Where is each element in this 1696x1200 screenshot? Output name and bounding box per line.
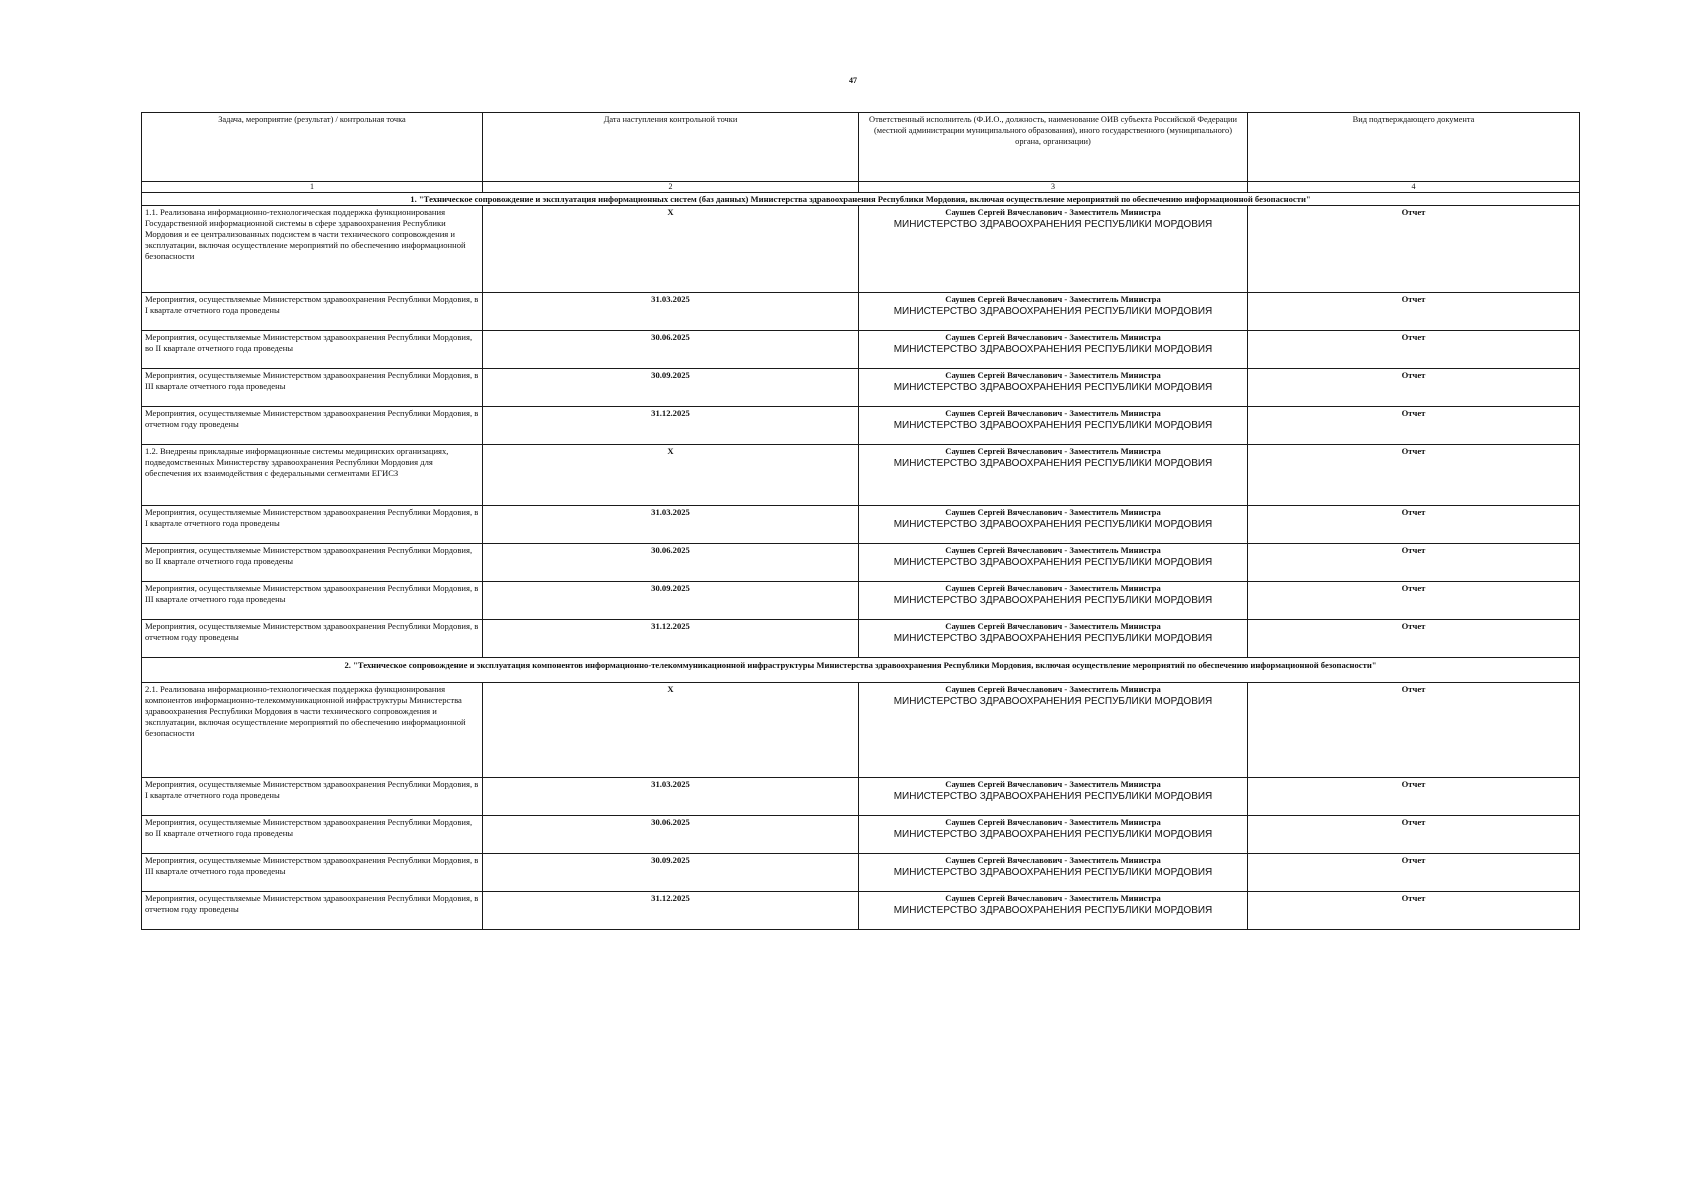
document-type: Отчет	[1248, 293, 1580, 331]
document-type: Отчет	[1248, 582, 1580, 620]
section-row	[142, 193, 1580, 206]
column-number: 4	[1248, 182, 1580, 193]
executor-organization: МИНИСТЕРСТВО ЗДРАВООХРАНЕНИЯ РЕСПУБЛИКИ МОРДОВИЯ	[893, 557, 1213, 568]
task-text: Мероприятия, осуществляемые Министерством здравоохранения Республики Мордовия, в I квартале отчетного года проведены	[142, 778, 483, 816]
control-points-table	[141, 112, 1580, 930]
document-type: Отчет	[1248, 445, 1580, 506]
column-number-row	[142, 182, 1580, 193]
executor-name: Саушев Сергей Вячеславович - Заместитель Министра	[945, 779, 1161, 789]
document-type: Отчет	[1248, 506, 1580, 544]
responsible-executor	[859, 369, 1248, 407]
column-header: Задача, мероприятие (результат) / контрольная точка	[142, 113, 483, 182]
control-date: 31.12.2025	[483, 620, 859, 658]
control-date: 31.03.2025	[483, 778, 859, 816]
executor-organization: МИНИСТЕРСТВО ЗДРАВООХРАНЕНИЯ РЕСПУБЛИКИ МОРДОВИЯ	[893, 595, 1213, 606]
document-type: Отчет	[1248, 892, 1580, 930]
executor-name: Саушев Сергей Вячеславович - Заместитель Министра	[945, 446, 1161, 456]
responsible-executor	[859, 331, 1248, 369]
executor-name: Саушев Сергей Вячеславович - Заместитель Министра	[945, 684, 1161, 694]
control-date: 30.06.2025	[483, 331, 859, 369]
task-text: 1.1. Реализована информационно-технологическая поддержка функционирования Государственной информационной системы в сфере здравоохранения Республики Мордовия и ее централизованных подсистем в части технического сопровождения и эксплуатации, включая осуществление мероприятий по обеспечению информационной безопасности	[142, 206, 483, 293]
task-text: Мероприятия, осуществляемые Министерством здравоохранения Республики Мордовия, в III квартале отчетного года проведены	[142, 369, 483, 407]
column-number: 3	[859, 182, 1248, 193]
responsible-executor	[859, 620, 1248, 658]
responsible-executor	[859, 293, 1248, 331]
executor-name: Саушев Сергей Вячеславович - Заместитель Министра	[945, 855, 1161, 865]
executor-name: Саушев Сергей Вячеславович - Заместитель Министра	[945, 545, 1161, 555]
executor-organization: МИНИСТЕРСТВО ЗДРАВООХРАНЕНИЯ РЕСПУБЛИКИ МОРДОВИЯ	[893, 829, 1213, 840]
executor-organization: МИНИСТЕРСТВО ЗДРАВООХРАНЕНИЯ РЕСПУБЛИКИ МОРДОВИЯ	[893, 519, 1213, 530]
control-date: 31.12.2025	[483, 892, 859, 930]
table-body	[142, 113, 1580, 930]
executor-name: Саушев Сергей Вячеславович - Заместитель Министра	[945, 294, 1161, 304]
task-text: Мероприятия, осуществляемые Министерством здравоохранения Республики Мордовия, в отчетном году проведены	[142, 620, 483, 658]
responsible-executor	[859, 407, 1248, 445]
control-point-row	[142, 854, 1580, 892]
control-point-row	[142, 506, 1580, 544]
responsible-executor	[859, 582, 1248, 620]
document-type: Отчет	[1248, 206, 1580, 293]
responsible-executor	[859, 683, 1248, 778]
control-date: 30.09.2025	[483, 854, 859, 892]
executor-organization: МИНИСТЕРСТВО ЗДРАВООХРАНЕНИЯ РЕСПУБЛИКИ МОРДОВИЯ	[893, 905, 1213, 916]
column-number: 2	[483, 182, 859, 193]
control-point-row	[142, 293, 1580, 331]
control-point-row	[142, 582, 1580, 620]
section-title: 2. "Техническое сопровождение и эксплуатация компонентов информационно-телекоммуникационной инфраструктуры Министерства здравоохранения Республики Мордовия, включая осуществление мероприятий по обеспечению информационной безопасности"	[142, 658, 1580, 683]
control-point-row	[142, 620, 1580, 658]
executor-organization: МИНИСТЕРСТВО ЗДРАВООХРАНЕНИЯ РЕСПУБЛИКИ МОРДОВИЯ	[893, 458, 1213, 469]
section-title: 1. "Техническое сопровождение и эксплуатация информационных систем (баз данных) Министерства здравоохранения Республики Мордовия, включая осуществление мероприятий по обеспечению информационной безопасности"	[142, 193, 1580, 206]
responsible-executor	[859, 506, 1248, 544]
executor-name: Саушев Сергей Вячеславович - Заместитель Министра	[945, 621, 1161, 631]
document-type: Отчет	[1248, 544, 1580, 582]
executor-name: Саушев Сергей Вячеславович - Заместитель Министра	[945, 817, 1161, 827]
control-point-row	[142, 778, 1580, 816]
task-row	[142, 445, 1580, 506]
task-text: Мероприятия, осуществляемые Министерством здравоохранения Республики Мордовия, в III квартале отчетного года проведены	[142, 582, 483, 620]
task-text: Мероприятия, осуществляемые Министерством здравоохранения Республики Мордовия, в отчетном году проведены	[142, 892, 483, 930]
header-row	[142, 113, 1580, 182]
document-type: Отчет	[1248, 331, 1580, 369]
responsible-executor	[859, 778, 1248, 816]
executor-organization: МИНИСТЕРСТВО ЗДРАВООХРАНЕНИЯ РЕСПУБЛИКИ МОРДОВИЯ	[893, 219, 1213, 230]
executor-name: Саушев Сергей Вячеславович - Заместитель Министра	[945, 370, 1161, 380]
executor-organization: МИНИСТЕРСТВО ЗДРАВООХРАНЕНИЯ РЕСПУБЛИКИ МОРДОВИЯ	[893, 382, 1213, 393]
control-point-row	[142, 369, 1580, 407]
control-date: X	[483, 683, 859, 778]
control-date: 30.09.2025	[483, 582, 859, 620]
executor-organization: МИНИСТЕРСТВО ЗДРАВООХРАНЕНИЯ РЕСПУБЛИКИ МОРДОВИЯ	[893, 791, 1213, 802]
control-date: 30.06.2025	[483, 544, 859, 582]
document-type: Отчет	[1248, 854, 1580, 892]
document-type: Отчет	[1248, 407, 1580, 445]
executor-organization: МИНИСТЕРСТВО ЗДРАВООХРАНЕНИЯ РЕСПУБЛИКИ МОРДОВИЯ	[893, 867, 1213, 878]
executor-organization: МИНИСТЕРСТВО ЗДРАВООХРАНЕНИЯ РЕСПУБЛИКИ МОРДОВИЯ	[893, 696, 1213, 707]
task-text: Мероприятия, осуществляемые Министерством здравоохранения Республики Мордовия, в I квартале отчетного года проведены	[142, 506, 483, 544]
task-text: Мероприятия, осуществляемые Министерством здравоохранения Республики Мордовия, во II квартале отчетного года проведены	[142, 816, 483, 854]
task-text: Мероприятия, осуществляемые Министерством здравоохранения Республики Мордовия, в отчетном году проведены	[142, 407, 483, 445]
control-date: 31.03.2025	[483, 293, 859, 331]
document-type: Отчет	[1248, 816, 1580, 854]
control-date: 30.06.2025	[483, 816, 859, 854]
task-text: Мероприятия, осуществляемые Министерством здравоохранения Республики Мордовия, во II квартале отчетного года проведены	[142, 544, 483, 582]
task-text: Мероприятия, осуществляемые Министерством здравоохранения Республики Мордовия, во II квартале отчетного года проведены	[142, 331, 483, 369]
document-type: Отчет	[1248, 620, 1580, 658]
responsible-executor	[859, 816, 1248, 854]
executor-name: Саушев Сергей Вячеславович - Заместитель Министра	[945, 893, 1161, 903]
responsible-executor	[859, 206, 1248, 293]
executor-name: Саушев Сергей Вячеславович - Заместитель Министра	[945, 408, 1161, 418]
column-header: Ответственный исполнитель (Ф.И.О., должность, наименование ОИВ субъекта Российской Федерации (местной администрации муниципального образования), иного государственного (муниципального) органа, организации)	[859, 113, 1248, 182]
control-date: 31.12.2025	[483, 407, 859, 445]
responsible-executor	[859, 892, 1248, 930]
responsible-executor	[859, 445, 1248, 506]
control-date: 31.03.2025	[483, 506, 859, 544]
task-text: 1.2. Внедрены прикладные информационные системы медицинских организациях, подведомственных Министерству здравоохранения Республики Мордовия для обеспечения их взаимодействия с федеральными сегментами ЕГИСЗ	[142, 445, 483, 506]
executor-organization: МИНИСТЕРСТВО ЗДРАВООХРАНЕНИЯ РЕСПУБЛИКИ МОРДОВИЯ	[893, 633, 1213, 644]
document-type: Отчет	[1248, 683, 1580, 778]
task-text: 2.1. Реализована информационно-технологическая поддержка функционирования компонентов информационно-телекоммуникационной инфраструктуры Министерства здравоохранения Республики Мордовия в части технического сопровождения и эксплуатации, включая осуществление мероприятий по обеспечению информационной безопасности	[142, 683, 483, 778]
responsible-executor	[859, 854, 1248, 892]
task-text: Мероприятия, осуществляемые Министерством здравоохранения Республики Мордовия, в I квартале отчетного года проведены	[142, 293, 483, 331]
executor-name: Саушев Сергей Вячеславович - Заместитель Министра	[945, 207, 1161, 217]
executor-name: Саушев Сергей Вячеславович - Заместитель Министра	[945, 507, 1161, 517]
control-point-row	[142, 407, 1580, 445]
column-header: Вид подтверждающего документа	[1248, 113, 1580, 182]
task-row	[142, 683, 1580, 778]
control-point-row	[142, 544, 1580, 582]
executor-name: Саушев Сергей Вячеславович - Заместитель Министра	[945, 332, 1161, 342]
task-text: Мероприятия, осуществляемые Министерством здравоохранения Республики Мордовия, в III квартале отчетного года проведены	[142, 854, 483, 892]
responsible-executor	[859, 544, 1248, 582]
control-point-row	[142, 331, 1580, 369]
page-number: 47	[849, 76, 857, 85]
document-type: Отчет	[1248, 778, 1580, 816]
executor-organization: МИНИСТЕРСТВО ЗДРАВООХРАНЕНИЯ РЕСПУБЛИКИ МОРДОВИЯ	[893, 306, 1213, 317]
control-date: X	[483, 206, 859, 293]
control-point-row	[142, 892, 1580, 930]
control-date: X	[483, 445, 859, 506]
executor-organization: МИНИСТЕРСТВО ЗДРАВООХРАНЕНИЯ РЕСПУБЛИКИ МОРДОВИЯ	[893, 344, 1213, 355]
executor-name: Саушев Сергей Вячеславович - Заместитель Министра	[945, 583, 1161, 593]
control-point-row	[142, 816, 1580, 854]
executor-organization: МИНИСТЕРСТВО ЗДРАВООХРАНЕНИЯ РЕСПУБЛИКИ МОРДОВИЯ	[893, 420, 1213, 431]
control-date: 30.09.2025	[483, 369, 859, 407]
column-header: Дата наступления контрольной точки	[483, 113, 859, 182]
document-type: Отчет	[1248, 369, 1580, 407]
section-row	[142, 658, 1580, 683]
column-number: 1	[142, 182, 483, 193]
task-row	[142, 206, 1580, 293]
